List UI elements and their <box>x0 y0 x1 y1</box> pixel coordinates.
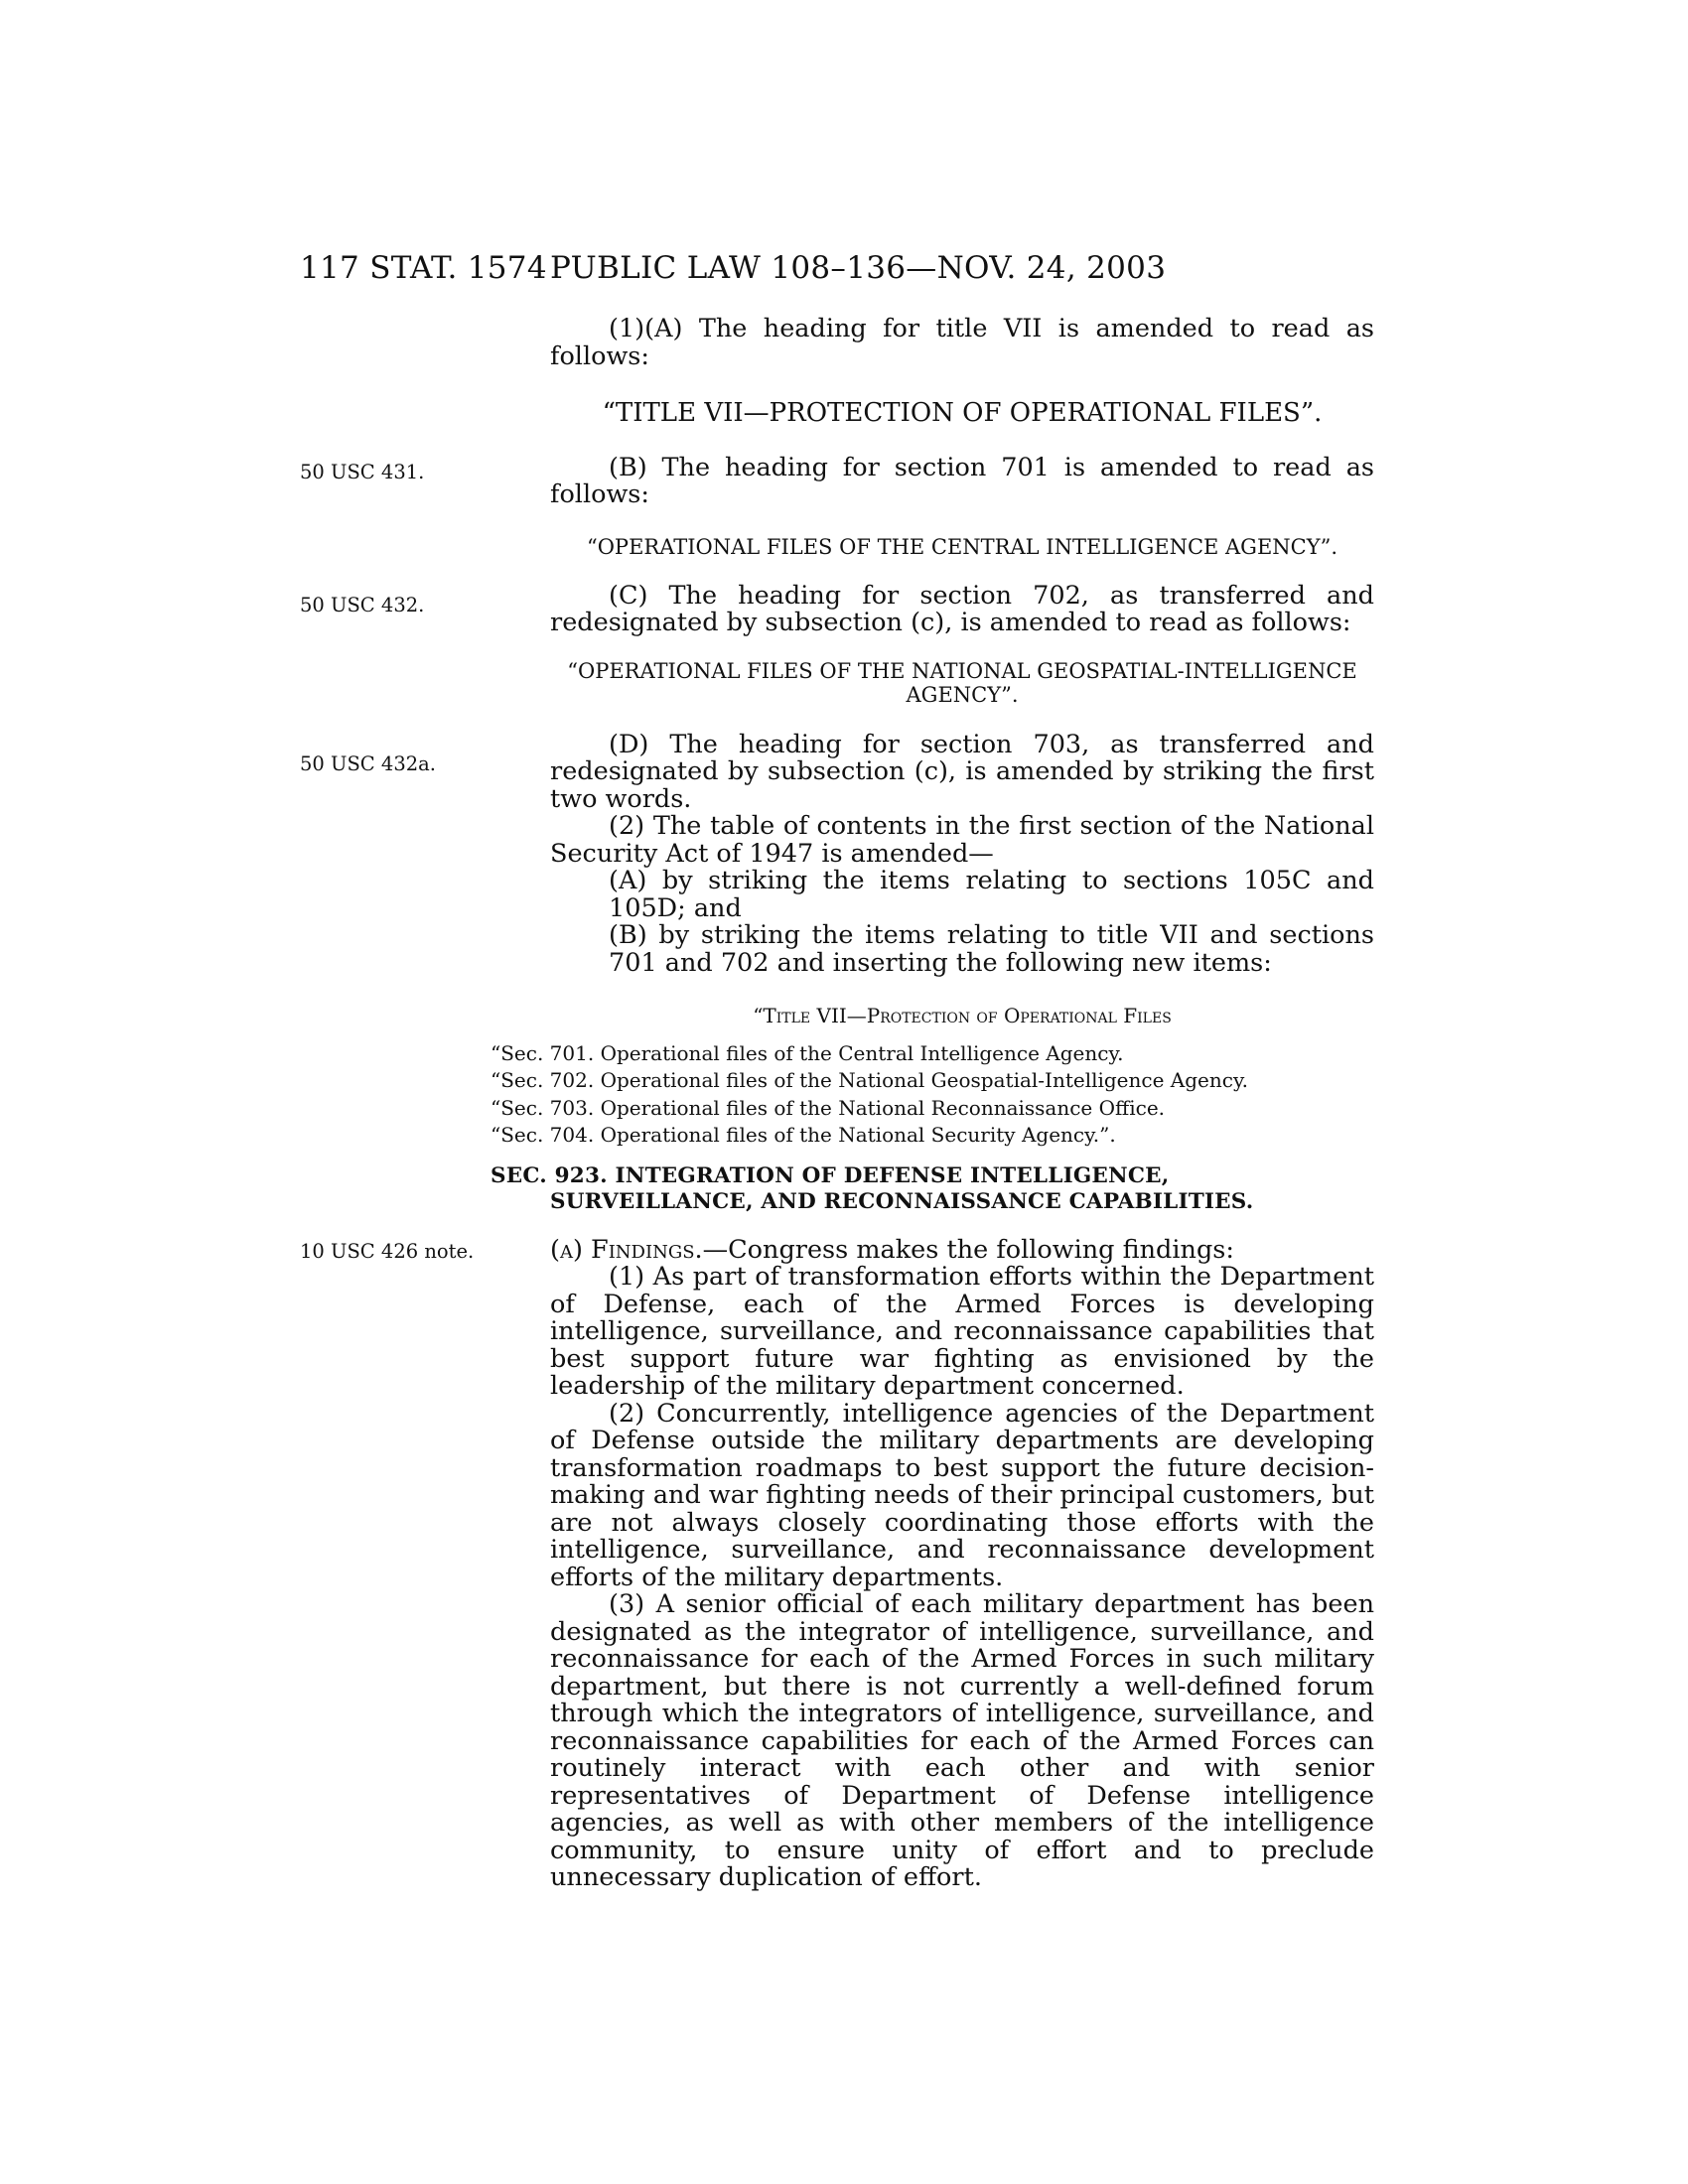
running-header: PUBLIC LAW 108–136—NOV. 24, 2003 <box>550 250 1167 286</box>
paragraph-1b: (B) The heading for section 701 is amended to read as follows: <box>550 452 1374 509</box>
toc-list <box>491 1040 1374 1150</box>
findings-label: (a) Findings. <box>550 1234 703 1265</box>
paragraph-2b <box>550 922 1374 977</box>
margin-note-usc-432: 50 USC 432. <box>300 594 425 616</box>
margin-note-usc-431: 50 USC 431. <box>300 461 425 483</box>
section-702-heading: “OPERATIONAL FILES OF THE NATIONAL GEOSPATIAL-INTELLIGENCE AGENCY”. <box>567 658 1357 707</box>
document-body <box>491 314 1374 1892</box>
finding-1: (1) As part of transformation efforts within the Department of Defense, each of the Armed Forces is developing intelligence, surveillance, and reconnaissance capabilities that best support future war fighting as envisioned by the leadership of the military department concerned. <box>550 1262 1374 1401</box>
margin-note-usc-432a: 50 USC 432a. <box>300 752 436 775</box>
paragraph-2a-text: (A) by striking the items relating to sections 105C and 105D; and <box>609 866 1374 923</box>
paragraph-2a <box>550 868 1374 922</box>
paragraph-1a: (1)(A) The heading for title VII is amended to read as follows: <box>550 314 1374 371</box>
toc-item: “Sec. 701. Operational files of the Central Intelligence Agency. <box>491 1040 1124 1065</box>
finding-2: (2) Concurrently, intelligence agencies of the Department of Defense outside the military departments are developing transformation roadmaps to best support the future decision-making and war fighting needs of their principal customers, but are not always closely coordinating those efforts with the intelligence, surveillance, and reconnaissance development efforts of the military departments. <box>550 1398 1374 1592</box>
toc-item: “Sec. 702. Operational files of the National Geospatial-Intelligence Agency. <box>491 1068 1248 1092</box>
paragraph-2: (2) The table of contents in the first section of the National Security Act of 1947 is amended— <box>550 811 1374 869</box>
toc-item: “Sec. 704. Operational files of the National Security Agency.”. <box>491 1123 1116 1147</box>
finding-3: (3) A senior official of each military department has been designated as the integrator of intelligence, surveillance, and reconnaissance for each of the Armed Forces in such military department, but there is not currently a well-defined forum through which the integrators of intelligence, surveillance, and reconnaissance capabilities for each of the Armed Forces can routinely interact with each other and with senior representatives of Department of Defense intelligence agencies, as well as with other members of the intelligence community, to ensure unity of effort and to preclude unnecessary duplication of effort. <box>550 1589 1374 1892</box>
section-701-heading: “OPERATIONAL FILES OF THE CENTRAL INTELLIGENCE AGENCY”. <box>586 534 1338 559</box>
statute-page-number: 117 STAT. 1574 <box>300 250 547 286</box>
findings-intro <box>550 1234 1374 1265</box>
toc-item: “Sec. 703. Operational files of the National Reconnaissance Office. <box>491 1095 1166 1120</box>
findings-text: —Congress makes the following findings: <box>702 1234 1234 1265</box>
paragraph-1c: (C) The heading for section 702, as transferred and redesignated by subsection (c), is amended to read as follows: <box>550 580 1374 637</box>
margin-note-usc-426: 10 USC 426 note. <box>300 1240 475 1263</box>
paragraph-2b-text: (B) by striking the items relating to title VII and sections 701 and 702 and inserting the following new items: <box>609 920 1374 978</box>
section-923-heading: SEC. 923. INTEGRATION OF DEFENSE INTELLIGENCE, SURVEILLANCE, AND RECONNAISSANCE CAPABILITIES. <box>491 1162 1254 1214</box>
toc-heading: “Title VII—Protection of Operational Files <box>753 1004 1172 1027</box>
title-vii-heading: “TITLE VII—PROTECTION OF OPERATIONAL FILES”. <box>602 398 1323 428</box>
paragraph-1d: (D) The heading for section 703, as transferred and redesignated by subsection (c), is amended by striking the first two words. <box>550 729 1374 814</box>
